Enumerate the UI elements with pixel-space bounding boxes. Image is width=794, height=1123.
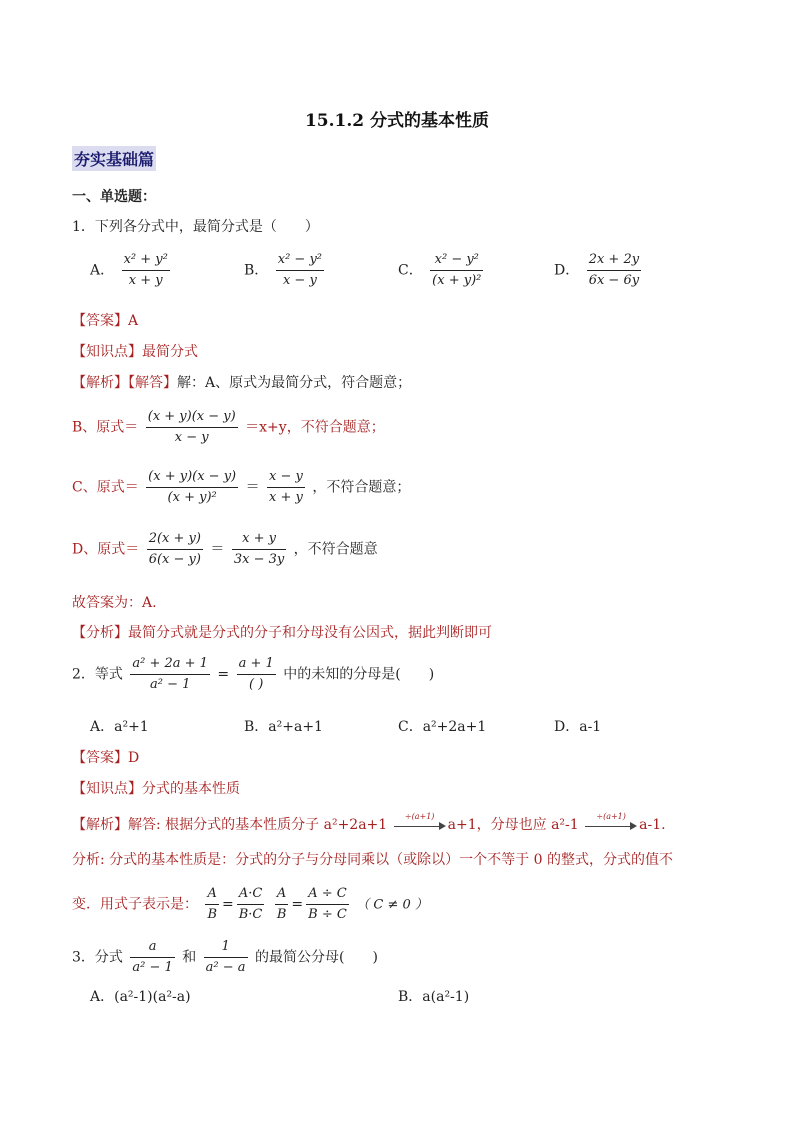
answer-tag: 【答案】 [72,313,128,329]
analysis-text-b: a+1，分母也应 a²-1 [447,817,579,833]
property-fraction-4: $\frac{A \div C}{B \div C}$ [308,886,347,922]
question-type-heading: 一、单选题： [72,189,156,205]
q1-b-line [72,407,385,448]
d-equals: ＝ [210,541,225,558]
answer-value: A [128,313,139,329]
analysis-tag: 【解析】【解答】 [72,375,177,391]
c-suffix: ，不符合题意； [312,479,411,496]
analysis-tag: 【解析】 [72,817,128,833]
property-fraction-2: $\frac{A\cdot C}{B\cdot C}$ [238,886,263,922]
arrow-icon: ÷(a+1) [394,818,446,832]
q1-conclusion: 故答案为：A. [72,595,157,611]
q1-fenxi [72,622,492,642]
equals: = [291,896,304,913]
q1-analysis [72,372,411,392]
q3-prefix: 3．分式 [72,949,123,966]
option-letter: A． [90,262,115,279]
q2-fraction-1: $\frac{\text{a² + 2a + 1}}{\text{a² − 1}}$ [132,656,208,692]
q1-c-line [72,467,410,508]
kp-tag: 【知识点】 [72,781,142,797]
q2-option-c: C．a²+2a+1 [398,719,487,735]
q1-option-b [244,250,327,291]
q2-option-b: B．a²+a+1 [244,719,323,735]
d-prefix: D、原式＝ [72,541,140,558]
q2-stem [72,654,434,695]
q2-equals: = [217,666,230,683]
q2-option-d: D．a-1 [554,719,602,735]
c-fraction-1: $\frac{(x + y)(x - y)}{\text{(x + y)²}}$ [148,469,237,505]
q2-prefix: 2．等式 [72,666,123,683]
condition: （ C ≠ 0 ） [356,897,428,913]
answer-tag: 【答案】 [72,750,128,766]
analysis-text-a: 解答: 根据分式的基本性质分子 a²+2a+1 [128,817,388,833]
option-fraction: $\frac{2x + 2y}{6x - 6y}$ [588,252,640,288]
analysis-text-c: a-1. [639,817,666,833]
q2-suffix: 中的未知的分母是( ) [283,666,435,683]
q2-fraction-2: $\frac{a + 1}{( )}$ [238,656,274,692]
answer-value: D [128,750,140,766]
b-suffix: ＝x+y，不符合题意； [245,419,385,436]
q2-analysis-line2: 分析: 分式的基本性质是：分式的分子与分母同乘以（或除以）一个不等于 0 的整式，分式的值不 [72,852,673,868]
fenxi-tag: 【分析】 [72,625,128,641]
d-fraction-2: $\frac{x + y}{3x - 3y}$ [233,531,285,567]
option-fraction: $\frac{\text{x² + y²}}{x + y}$ [123,252,168,288]
c-fraction-2: $\frac{x - y}{x + y}$ [269,469,303,505]
q1-stem: 1．下列各分式中，最简分式是（ ） [72,219,319,235]
option-fraction: $\frac{\text{x² − y²}}{x - y}$ [277,252,323,288]
q3-stem [72,937,378,978]
option-fraction: $\frac{\text{x² − y²}}{\text{(x + y)²}}$ [432,252,482,288]
fenxi-text: 最简分式就是分式的分子和分母没有公因式，据此判断即可 [128,625,492,641]
d-fraction-1: $\frac{2(x + y)}{6(x - y)}$ [148,531,201,567]
q2-answer [72,747,139,767]
kp-value: 最简分式 [142,344,198,360]
q3-fraction-2: $\frac{1}{\text{a² − a}}$ [205,939,246,975]
q3-option-a: A．(a²-1)(a²-a) [90,989,191,1005]
kp-tag: 【知识点】 [72,344,142,360]
q2-analysis-line3 [72,884,428,925]
section-heading: 夯实基础篇 [72,146,156,171]
c-equals: ＝ [245,479,260,496]
b-fraction: $\frac{(x + y)(x - y)}{x - y}$ [147,409,236,445]
equals: = [222,896,234,913]
option-letter: B． [244,262,269,279]
d-suffix: ，不符合题意 [293,541,378,558]
option-letter: D． [554,262,580,279]
q1-answer [72,310,138,330]
q2-option-a: A．a²+1 [90,719,149,735]
q1-option-c [398,250,486,291]
q3-option-b: B．a(a²-1) [398,989,470,1005]
kp-value: 分式的基本性质 [142,781,240,797]
q3-and: 和 [182,949,197,966]
q2-knowledge-point [72,778,240,798]
line3-prefix: 变．用式子表示是： [72,896,198,913]
q3-fraction-1: $\frac{a}{\text{a² − 1}}$ [132,939,173,975]
property-fraction-3: $\frac{A}{B}$ [276,886,287,922]
q2-analysis [72,814,666,834]
b-prefix: B、原式＝ [72,419,139,436]
analysis-text: 解：A、原式为最简分式，符合题意； [177,375,412,391]
q1-option-a [90,250,173,291]
q3-suffix: 的最简公分母( ) [255,949,378,966]
property-fraction-1: $\frac{A}{B}$ [207,886,218,922]
page-title: 15.1.2 分式的基本性质 [304,111,490,131]
arrow-icon: ÷(a+1) [585,818,637,832]
q1-knowledge-point [72,341,198,361]
q1-option-d [554,250,644,291]
option-letter: C． [398,262,423,279]
c-prefix: C、原式＝ [72,479,139,496]
q1-d-line [72,529,378,570]
